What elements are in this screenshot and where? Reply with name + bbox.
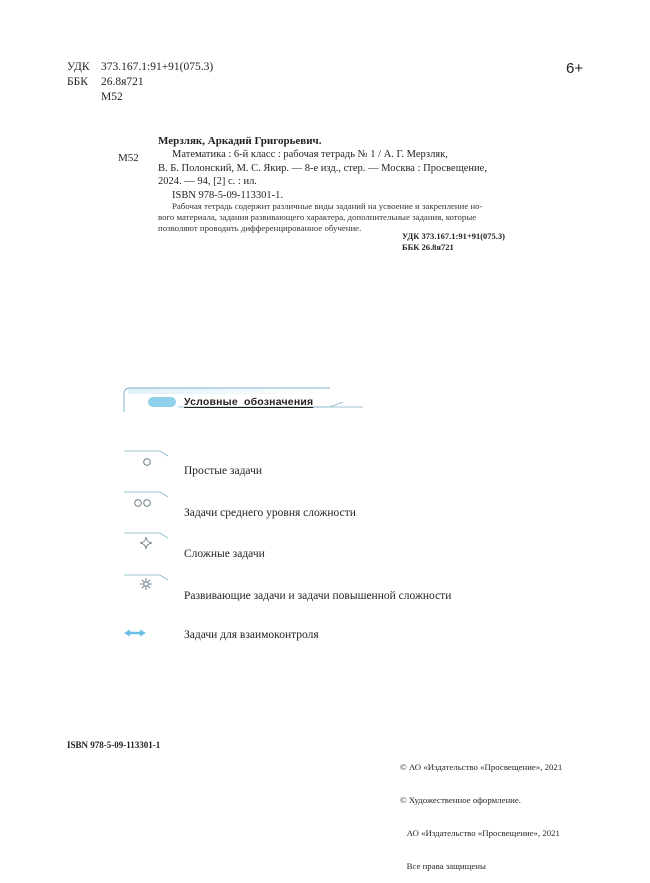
record-author: Мерзляк, Аркадий Григорьевич. — [158, 135, 322, 147]
annotation-line: Рабочая тетрадь содержит различные виды заданий на усвоение и закрепление но- — [172, 201, 483, 211]
legend-label: Задачи для взаимоконтроля — [184, 629, 319, 641]
copyright-block — [400, 740, 562, 883]
age-rating: 6+ — [566, 60, 584, 77]
copyright-line: © АО «Издательство «Просвещение», 2021 — [400, 762, 563, 772]
double-arrow-icon — [122, 627, 148, 639]
legend-label: Развивающие задачи и задачи повышенной сложности — [184, 590, 452, 602]
bib-line: 2024. — 94, [2] с. : ил. — [158, 176, 257, 187]
copyright-line: АО «Издательство «Просвещение», 2021 — [400, 828, 560, 838]
copyright-line: Все права защищены — [400, 861, 486, 871]
record-isbn: ISBN 978-5-09-113301-1. — [172, 189, 284, 201]
udk-line — [67, 60, 213, 75]
diamond-star-icon — [139, 536, 153, 550]
bib-line: Математика : 6-й класс : рабочая тетрадь № 1 / А. Г. Мерзляк, — [172, 149, 448, 160]
classification-block — [67, 60, 213, 105]
record-codes-right — [402, 231, 505, 253]
bib-line: В. Б. Полонский, М. С. Якир. — 8-е изд., стер. — Москва : Просвещение, — [158, 162, 487, 174]
author-code: М52 — [101, 91, 123, 103]
burst-star-icon — [139, 577, 153, 591]
udk-right: УДК 373.167.1:91+91(075.3) — [402, 231, 505, 241]
record-code: М52 — [118, 152, 139, 164]
copyright-line: © Художественное оформление. — [400, 795, 521, 805]
circle-icon — [141, 456, 153, 468]
bbk-right: ББК 26.8я721 — [402, 242, 454, 252]
legend-label: Сложные задачи — [184, 548, 265, 560]
record-annotation — [158, 201, 538, 235]
annotation-line: позволяют проводить дифференцированное обучение. — [158, 223, 362, 234]
author-code-line — [67, 90, 213, 105]
bbk-line — [67, 75, 213, 90]
double-circle-icon — [132, 497, 156, 509]
udk-value: 373.167.1:91+91(075.3) — [101, 61, 214, 73]
bbk-value: 26.8я721 — [101, 76, 144, 88]
legend-title: Условные обозначения — [184, 396, 314, 408]
annotation-line: вого материала, задания развивающего характера, дополнительные задания, которые — [158, 212, 477, 223]
bbk-label: ББК — [67, 76, 88, 88]
record-bibliography — [158, 148, 548, 202]
legend-label: Простые задачи — [184, 465, 263, 477]
legend-pill-icon — [148, 397, 176, 407]
legend-label: Задачи среднего уровня сложности — [184, 507, 356, 519]
udk-label: УДК — [67, 61, 90, 73]
footer-isbn: ISBN 978-5-09-113301-1 — [67, 740, 161, 750]
